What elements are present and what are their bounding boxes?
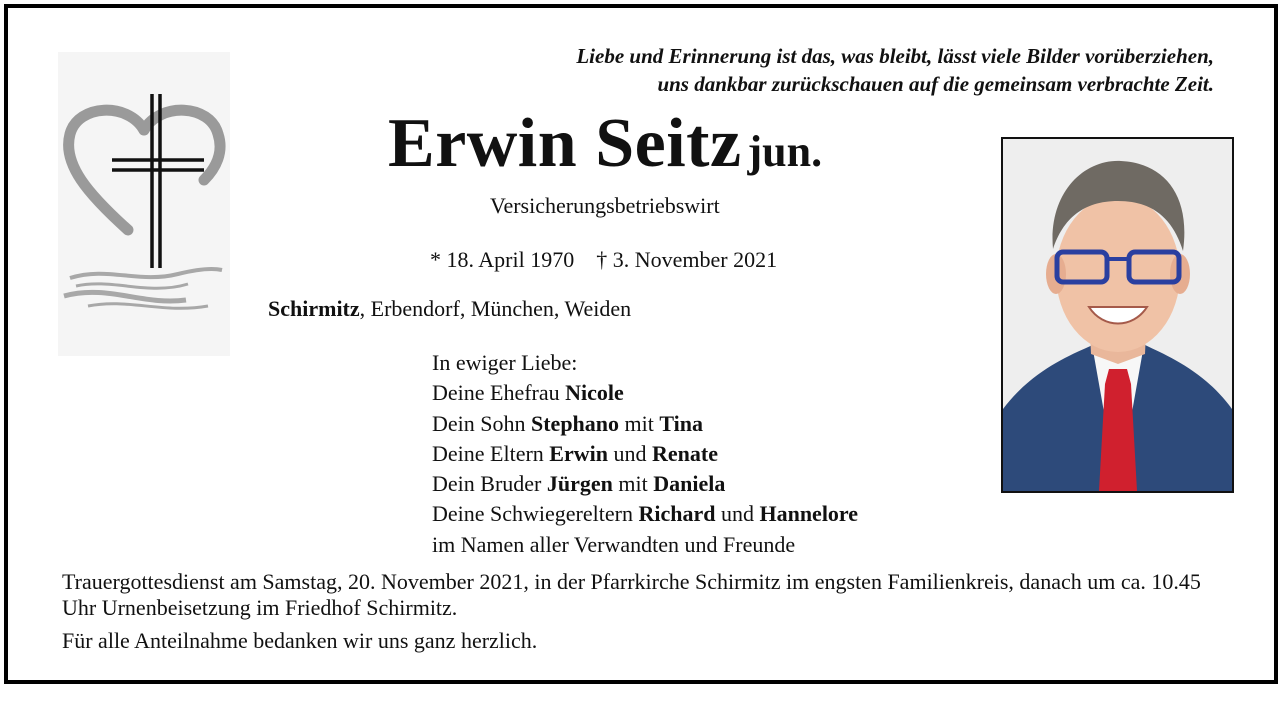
places-list [268,296,631,322]
life-dates [430,247,777,273]
name-suffix: jun. [747,127,823,176]
family-line [432,439,858,469]
family-member-name: Daniela [653,471,726,497]
family-connector: und [715,501,760,527]
place-others: , Erbendorf, München, Weiden [359,296,632,321]
deceased-full-name: Erwin Seitz [388,105,742,182]
family-line [432,499,858,529]
family-relation: Deine Schwiegereltern [432,501,639,527]
service-notice: Trauergottesdienst am Samstag, 20. November 2021, in der Pfarrkirche Schirmitz im engsten Familienkreis, danach um ca. 10.45 Uhr Urnenbeisetzung im Friedhof Schirmitz. [62,569,1201,620]
family-relation: Dein Bruder [432,471,547,497]
quote-line-1: Liebe und Erinnerung ist das, was bleibt, lässt viele Bilder vorüberziehen, [576,44,1214,68]
cross-heart-waves-icon [58,52,230,356]
family-line [432,469,858,499]
family-closing: im Namen aller Verwandten und Freunde [432,531,796,557]
family-member-name: Erwin [549,440,608,466]
portrait-photo [1001,137,1234,493]
family-member-name: Hannelore [759,501,859,527]
family-member-name: Renate [651,440,718,466]
family-relation: Dein Sohn [432,410,531,436]
quote-line-2: uns dankbar zurückschauen auf die gemeinsam verbrachte Zeit. [657,72,1214,96]
family-connector: und [607,440,652,466]
death-date: † 3. November 2021 [596,247,778,272]
memorial-quote [576,42,1214,98]
family-relation: Deine Ehefrau [432,380,566,406]
family-member-name: Tina [659,410,704,436]
family-member-name: Jürgen [546,471,613,497]
deceased-name [388,104,822,184]
family-member-name: Stephano [531,410,620,436]
family-member-name: Nicole [565,380,624,406]
family-connector: mit [619,410,660,436]
family-member-name: Richard [638,501,716,527]
birth-date: * 18. April 1970 [430,247,575,272]
family-line [432,378,858,408]
family-list [432,348,858,560]
family-intro: In ewiger Liebe: [432,350,578,375]
family-connector: mit [612,471,654,497]
thanks-line: Für alle Anteilnahme bedanken wir uns ganz herzlich. [62,628,538,653]
family-relation: Deine Eltern [432,440,550,466]
profession: Versicherungsbetriebswirt [490,193,720,218]
family-line [432,409,858,439]
place-primary: Schirmitz [268,296,360,321]
